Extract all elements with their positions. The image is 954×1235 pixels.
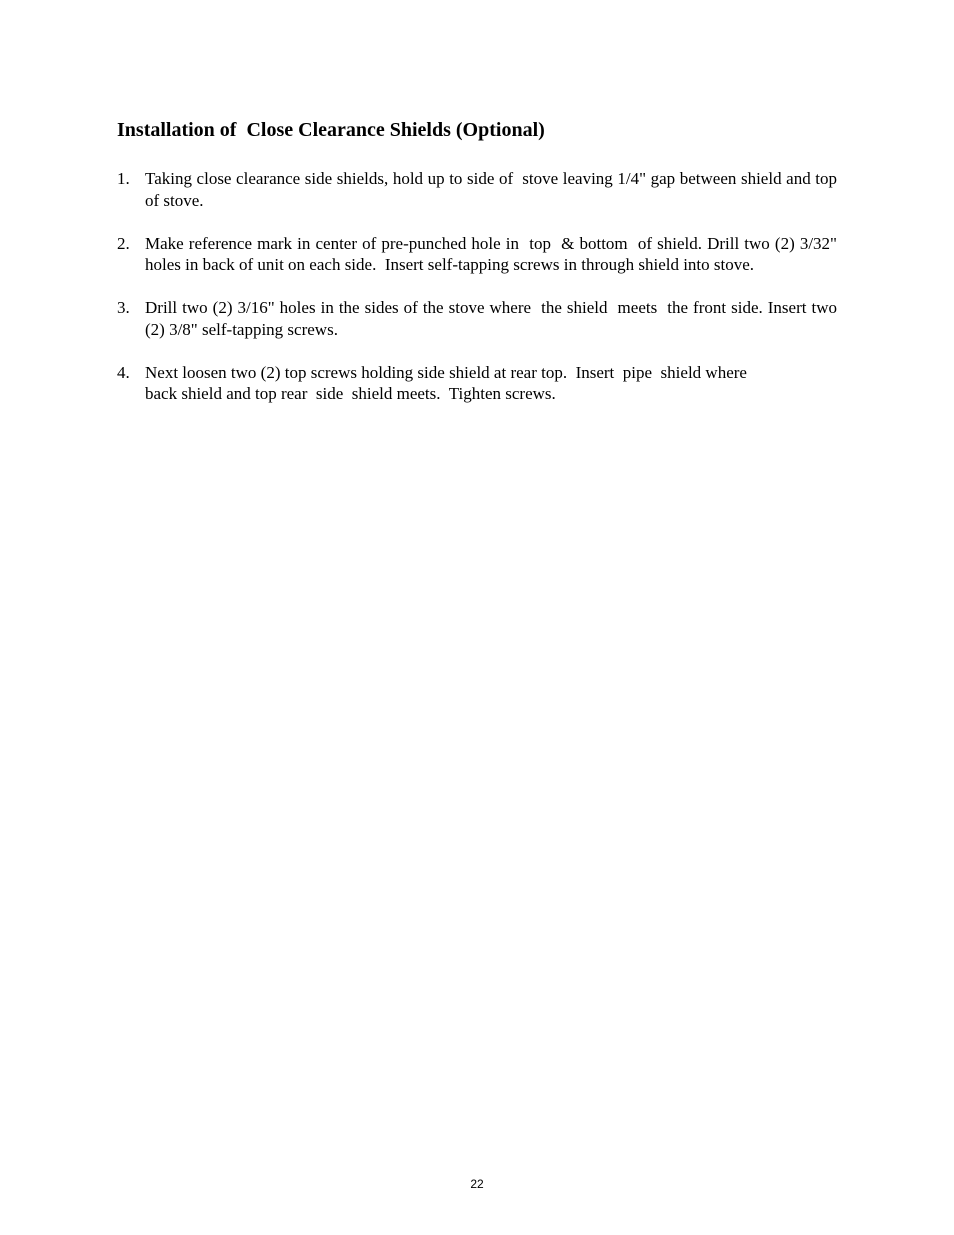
instruction-step-3 <box>117 297 842 340</box>
step-number: 1. <box>117 169 130 188</box>
instruction-step-4 <box>117 362 837 405</box>
step-number: 2. <box>117 233 130 253</box>
step-number: 3. <box>117 298 130 317</box>
page-number: 22 <box>470 1177 484 1191</box>
step-text: Make reference mark in center of pre-punched hole in top & bottom of shield. Drill two (2) 3/32" holes in back of unit on each side. Insert self-tapping screws in through shield into stove. <box>145 233 842 274</box>
page-title: Installation of Close Clearance Shields (Optional) <box>117 119 545 141</box>
instruction-step-1 <box>117 168 842 211</box>
instruction-step-2 <box>117 233 842 276</box>
step-number: 4. <box>117 362 130 382</box>
step-text: Taking close clearance side shields, hold up to side of stove leaving 1/4" gap between shield and top of stove. <box>145 169 842 210</box>
instruction-list <box>117 168 842 426</box>
step-text: Drill two (2) 3/16" holes in the sides of the stove where the shield meets the front side. Insert two (2) 3/8" self-tapping screws. <box>145 298 842 339</box>
step-text: Next loosen two (2) top screws holding side shield at rear top. Insert pipe shield where back shield and top rear side shield meets. Tighten screws. <box>145 362 747 403</box>
